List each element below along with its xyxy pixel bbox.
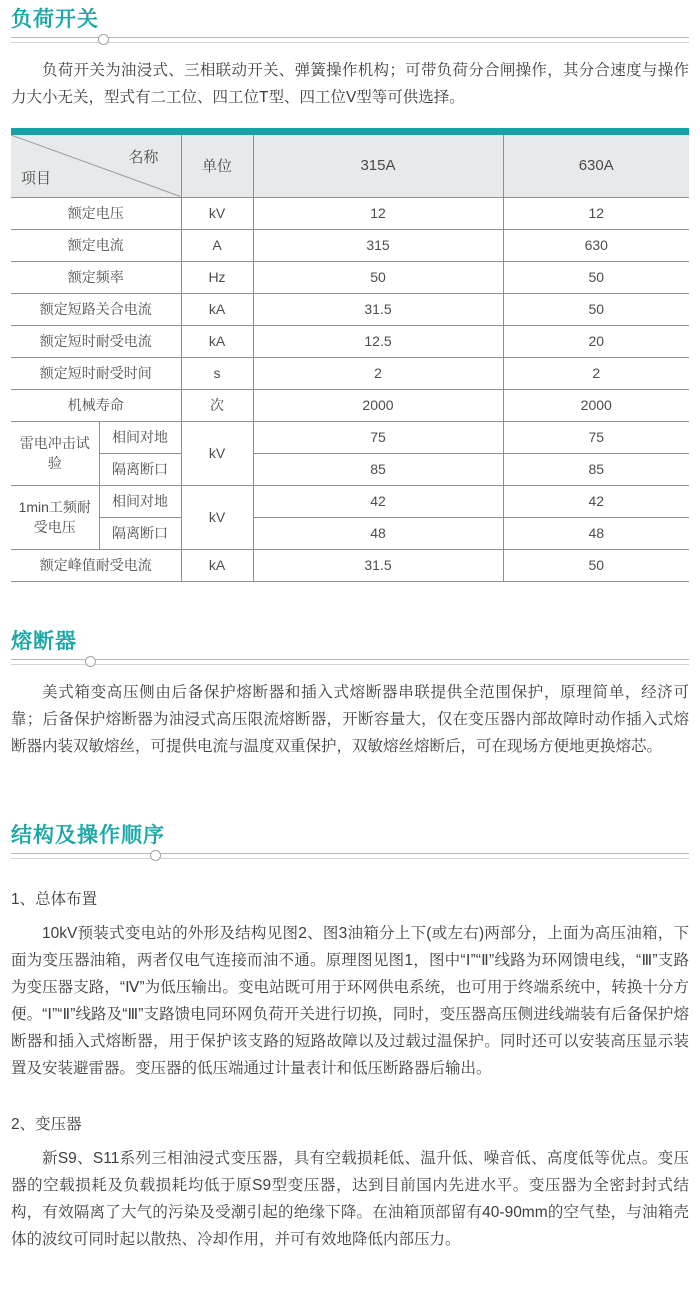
- row-value-630: 2000: [503, 389, 689, 421]
- table-row: [11, 357, 689, 389]
- section-structure: [11, 824, 689, 1253]
- row-value-630: 12: [503, 197, 689, 229]
- row-value-315: 315: [253, 229, 503, 261]
- subheading-overall-layout: 1、总体布置: [11, 890, 98, 908]
- row-unit: kV: [181, 197, 253, 229]
- row-value-630: 75: [503, 421, 689, 453]
- row-unit: kA: [181, 325, 253, 357]
- header-col-315: 315A: [253, 135, 503, 197]
- divider-dot-icon: [85, 656, 96, 667]
- row-value-630: 48: [503, 517, 689, 549]
- table-row-group: [11, 485, 689, 517]
- load-switch-paragraph: 负荷开关为油浸式、三相联动开关、弹簧操作机构；可带负荷分合闸操作，其分合速度与操作力大小无关，型式有二工位、四工位T型、四工位V型等可供选择。: [11, 62, 689, 106]
- row-label: 额定短时耐受电流: [11, 325, 181, 357]
- row-unit: kA: [181, 293, 253, 325]
- row-unit: 次: [181, 389, 253, 421]
- table-row: [11, 261, 689, 293]
- row-value-315: 2000: [253, 389, 503, 421]
- table-row-group: [11, 421, 689, 453]
- row-value-630: 50: [503, 293, 689, 325]
- table-row: [11, 293, 689, 325]
- table-header-row: [11, 135, 689, 197]
- row-label: 额定电压: [11, 197, 181, 229]
- row-label: 额定电流: [11, 229, 181, 261]
- table-row-group: [11, 517, 689, 549]
- row-unit: A: [181, 229, 253, 261]
- group-label: 1min工频耐受电压: [11, 485, 99, 549]
- row-unit: s: [181, 357, 253, 389]
- row-value-315: 85: [253, 453, 503, 485]
- header-col-630: 630A: [503, 135, 689, 197]
- table-row-group: [11, 453, 689, 485]
- table-accent-bar: [11, 128, 689, 135]
- table-row: [11, 197, 689, 229]
- section-title-structure: 结构及操作顺序: [11, 823, 165, 847]
- table-row: [11, 229, 689, 261]
- fuse-paragraph: 美式箱变高压侧由后备保护熔断器和插入式熔断器串联提供全范围保护，原理简单，经济可靠；后备保护熔断器为油浸式高压限流熔断器，开断容量大，仅在变压器内部故障时动作插入式熔断器内装双敏熔丝，可提供电流与温度双重保护，双敏熔丝熔断后，可在现场方便地更换熔芯。: [11, 683, 689, 755]
- header-unit: 单位: [181, 135, 253, 197]
- structure-paragraph-1: 10kV预装式变电站的外形及结构见图2、图3油箱分上下(或左右)两部分，上面为高压油箱，下面为变压器油箱，两者仅电气连接而油不通。原理图见图1，图中“Ⅰ”“Ⅱ”线路为环网馈电线，“Ⅲ”支路为变压器支路，“Ⅳ”为低压输出。变电站既可用于环网供电系统，也可用于终端系统中，转换十分方便。“Ⅰ”“Ⅱ”线路及“Ⅲ”支路馈电同环网负荷开关进行切换，同时，变压器高压侧进线端装有后备保护熔断器和插入式熔断器，用于保护该支路的短路故障以及过载过温保护。同时还可以安装高压显示装置及安装避雷器。变压器的低压端通过计量表计和低压断路器后输出。: [11, 924, 689, 1077]
- row-value-315: 48: [253, 517, 503, 549]
- row-value-630: 20: [503, 325, 689, 357]
- divider-dot-icon: [150, 850, 161, 861]
- row-value-315: 12.5: [253, 325, 503, 357]
- row-label: 额定频率: [11, 261, 181, 293]
- row-unit: kA: [181, 549, 253, 581]
- table-row: [11, 549, 689, 581]
- row-label: 额定短路关合电流: [11, 293, 181, 325]
- structure-paragraph-2: 新S9、S11系列三相油浸式变压器，具有空载损耗低、温升低、噪音低、高度低等优点。变压器的空载损耗及负载损耗均低于原S9型变压器，达到目前国内先进水平。变压器为全密封封式结构，有效隔离了大气的污染及受潮引起的绝缘下降。在油箱顶部留有40-90mm的空气垫，与油箱壳体的波纹可同时起以散热、冷却作用，并可有效地降低内部压力。: [11, 1149, 689, 1248]
- group-sub-label: 相间对地: [99, 421, 181, 453]
- subheading-transformer: 2、变压器: [11, 1115, 82, 1133]
- group-label: 雷电冲击试验: [11, 421, 99, 485]
- row-label: 机械寿命: [11, 389, 181, 421]
- diagonal-header-cell: [11, 135, 181, 197]
- row-value-315: 42: [253, 485, 503, 517]
- row-value-630: 2: [503, 357, 689, 389]
- spec-table-grid: [11, 135, 689, 582]
- row-value-315: 31.5: [253, 549, 503, 581]
- row-value-630: 630: [503, 229, 689, 261]
- group-sub-label: 隔离断口: [99, 517, 181, 549]
- row-value-630: 42: [503, 485, 689, 517]
- row-unit: Hz: [181, 261, 253, 293]
- section-divider: [11, 659, 689, 665]
- row-value-630: 85: [503, 453, 689, 485]
- group-unit: kV: [181, 421, 253, 485]
- section-title-fuse: 熔断器: [11, 629, 77, 653]
- table-row: [11, 325, 689, 357]
- spec-table: [11, 128, 689, 582]
- group-sub-label: 隔离断口: [99, 453, 181, 485]
- section-load-switch: [11, 8, 689, 582]
- group-unit: kV: [181, 485, 253, 549]
- group-sub-label: 相间对地: [99, 485, 181, 517]
- row-label: 额定短时耐受时间: [11, 357, 181, 389]
- row-value-315: 31.5: [253, 293, 503, 325]
- row-value-315: 12: [253, 197, 503, 229]
- row-value-315: 75: [253, 421, 503, 453]
- row-value-630: 50: [503, 261, 689, 293]
- header-corner-item: 项目: [21, 169, 52, 187]
- row-label: 额定峰值耐受电流: [11, 549, 181, 581]
- row-value-315: 2: [253, 357, 503, 389]
- section-title-load-switch: 负荷开关: [11, 8, 99, 31]
- header-corner-name: 名称: [128, 149, 159, 166]
- section-fuse: [11, 630, 689, 760]
- divider-dot-icon: [98, 34, 109, 45]
- section-divider: [11, 853, 689, 859]
- table-row: [11, 389, 689, 421]
- row-value-630: 50: [503, 549, 689, 581]
- section-divider: [11, 37, 689, 43]
- row-value-315: 50: [253, 261, 503, 293]
